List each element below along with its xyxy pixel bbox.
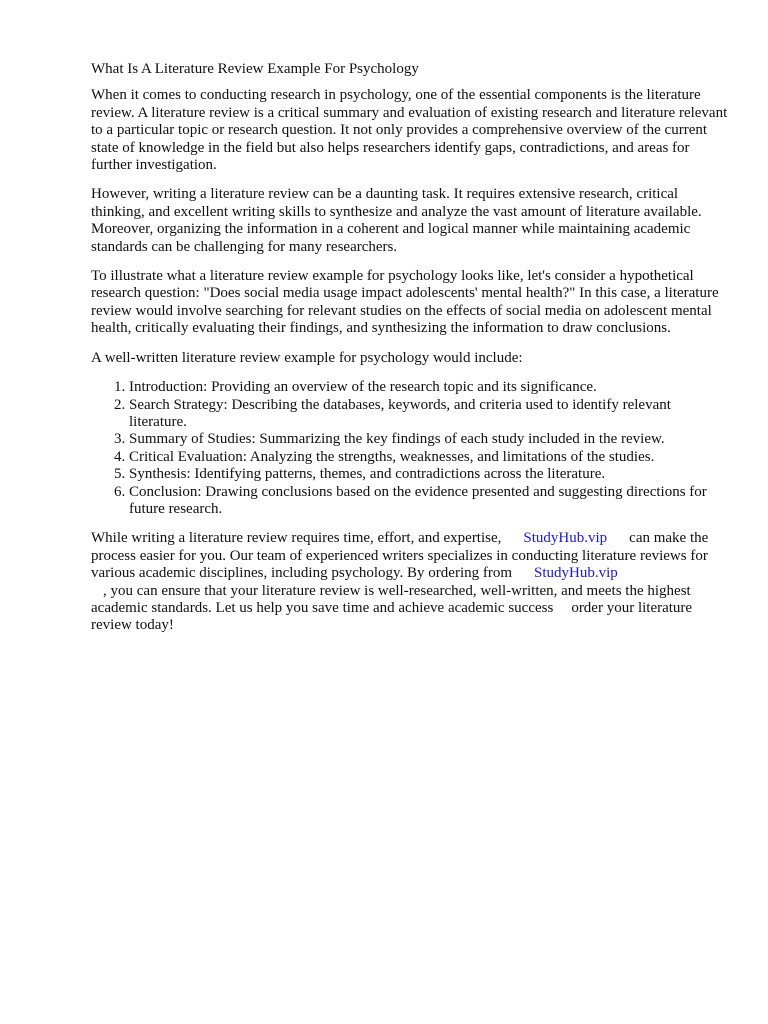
- paragraph-example: To illustrate what a literature review example for psychology looks like, let's consider a hypothetical research question: "Does social media usage impact adolescents' mental health?" In this case, a literature review would involve searching for relevant studies on the effects of social media on adolescent mental health, critically evaluating their findings, and synthesizing the information to draw conclusions.: [91, 268, 719, 337]
- paragraph-list-lead: A well-written literature review example for psychology would include:: [91, 349, 523, 366]
- paragraph-closing: [91, 530, 731, 634]
- closing-text-1: While writing a literature review requires time, effort, and expertise,: [91, 530, 502, 547]
- list-item: 5. Synthesis: Identifying patterns, themes, and contradictions across the literature.: [129, 466, 731, 483]
- components-list: [91, 379, 731, 518]
- document-title: What Is A Literature Review Example For Psychology: [91, 61, 419, 77]
- closing-text-3: , you can ensure that your literature review is well-researched, well-written, and meets the highest academic standards. Let us help you save time and achieve academic success: [91, 582, 691, 616]
- list-item: 2. Search Strategy: Describing the databases, keywords, and criteria used to identify relevant literature.: [129, 397, 731, 432]
- closing-text-2: can make the process easier for you. Our team of experienced writers specializes in conducting literature reviews for various academic disciplines, including psychology. By ordering from: [91, 530, 709, 582]
- list-item: 4. Critical Evaluation: Analyzing the strengths, weaknesses, and limitations of the studies.: [129, 449, 731, 466]
- paragraph-challenge: However, writing a literature review can be a daunting task. It requires extensive research, critical thinking, and excellent writing skills to synthesize and analyze the vast amount of literature available. Moreover, organizing the information in a coherent and logical manner while maintaining academic standards can be challenging for many researchers.: [91, 186, 702, 255]
- studyhub-link-1[interactable]: StudyHub.vip: [523, 530, 608, 547]
- list-item: 1. Introduction: Providing an overview of the research topic and its significance.: [129, 379, 731, 396]
- paragraph-intro: When it comes to conducting research in psychology, one of the essential components is the literature review. A literature review is a critical summary and evaluation of existing research and literature relevant to a particular topic or research question. It not only provides a comprehensive overview of the current state of knowledge in the field but also helps researchers identify gaps, contradictions, and areas for further investigation.: [91, 87, 728, 174]
- document-page: [91, 61, 731, 647]
- closing-text-4: order your literature review today!: [91, 599, 693, 634]
- studyhub-link-2[interactable]: StudyHub.vip: [534, 565, 618, 582]
- list-item: 6. Conclusion: Drawing conclusions based on the evidence presented and suggesting directions for future research.: [129, 484, 731, 519]
- list-item: 3. Summary of Studies: Summarizing the key findings of each study included in the review.: [129, 431, 731, 448]
